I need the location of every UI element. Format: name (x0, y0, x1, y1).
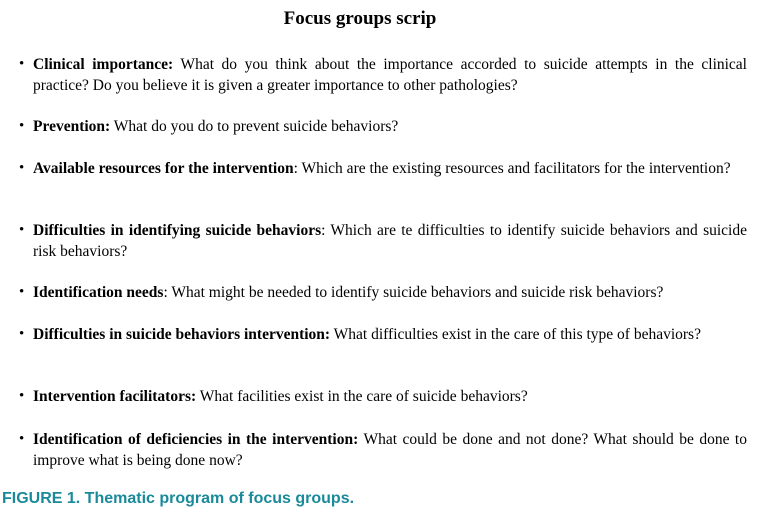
figure-caption: FIGURE 1. Thematic program of focus groups. (2, 490, 355, 507)
list-item-identification-deficiencies (19, 429, 747, 471)
bullet-icon: • (19, 118, 25, 134)
list-item-body: : Which are te difficulties to identify suicide behaviors and suicide risk behaviors? (33, 222, 747, 260)
bullet-icon: • (19, 388, 25, 404)
list-item-body: What do you do to prevent suicide behaviors? (110, 118, 399, 135)
list-item-heading: Clinical importance: (33, 56, 174, 73)
list-item-heading: Prevention: (33, 118, 111, 135)
list-item-available-resources (19, 158, 747, 179)
bullet-icon: • (19, 56, 25, 72)
bullet-icon: • (19, 222, 25, 238)
list-item-text (33, 429, 747, 471)
list-item-heading: Identification of deficiencies in the intervention: (33, 431, 359, 448)
list-item-prevention (19, 116, 747, 137)
list-item-body: What could be done and not done? What should be done to improve what is being done now? (33, 431, 747, 469)
list-item-body: : What might be needed to identify suicide behaviors and suicide risk behaviors? (163, 284, 664, 301)
list-item-body: What facilities exist in the care of suicide behaviors? (196, 388, 528, 405)
list-item-body: : Which are the existing resources and facilitators for the intervention? (293, 160, 731, 177)
list-item-text (33, 220, 747, 262)
list-item-text (33, 158, 747, 179)
list-item-intervention-facilitators (19, 386, 747, 407)
list-item-body: What do you think about the importance accorded to suicide attempts in the clinical practice? Do you believe it is given a greater importance to other pathologies? (33, 56, 747, 94)
bullet-icon: • (19, 431, 25, 447)
bullet-icon: • (19, 160, 25, 176)
list-item-text (33, 54, 747, 96)
list-item-difficulties-identifying (19, 220, 747, 262)
list-item-heading: Difficulties in identifying suicide behaviors (33, 222, 322, 239)
list-item-heading: Intervention facilitators: (33, 388, 197, 405)
bullet-icon: • (19, 284, 25, 300)
document-title: Focus groups scrip (283, 8, 437, 29)
bullet-icon: • (19, 326, 25, 342)
list-item-difficulties-intervention (19, 324, 747, 345)
list-item-identification-needs (19, 282, 747, 303)
list-item-heading: Difficulties in suicide behaviors intervention: (33, 326, 331, 343)
list-item-text (33, 116, 747, 137)
list-item-heading: Available resources for the intervention (33, 160, 294, 177)
list-item-text (33, 386, 747, 407)
list-item-heading: Identification needs (33, 284, 164, 301)
list-item-text (33, 282, 747, 303)
list-item-text (33, 324, 747, 345)
list-item-body: What difficulties exist in the care of this type of behaviors? (330, 326, 701, 343)
list-item-clinical-importance (19, 54, 747, 96)
